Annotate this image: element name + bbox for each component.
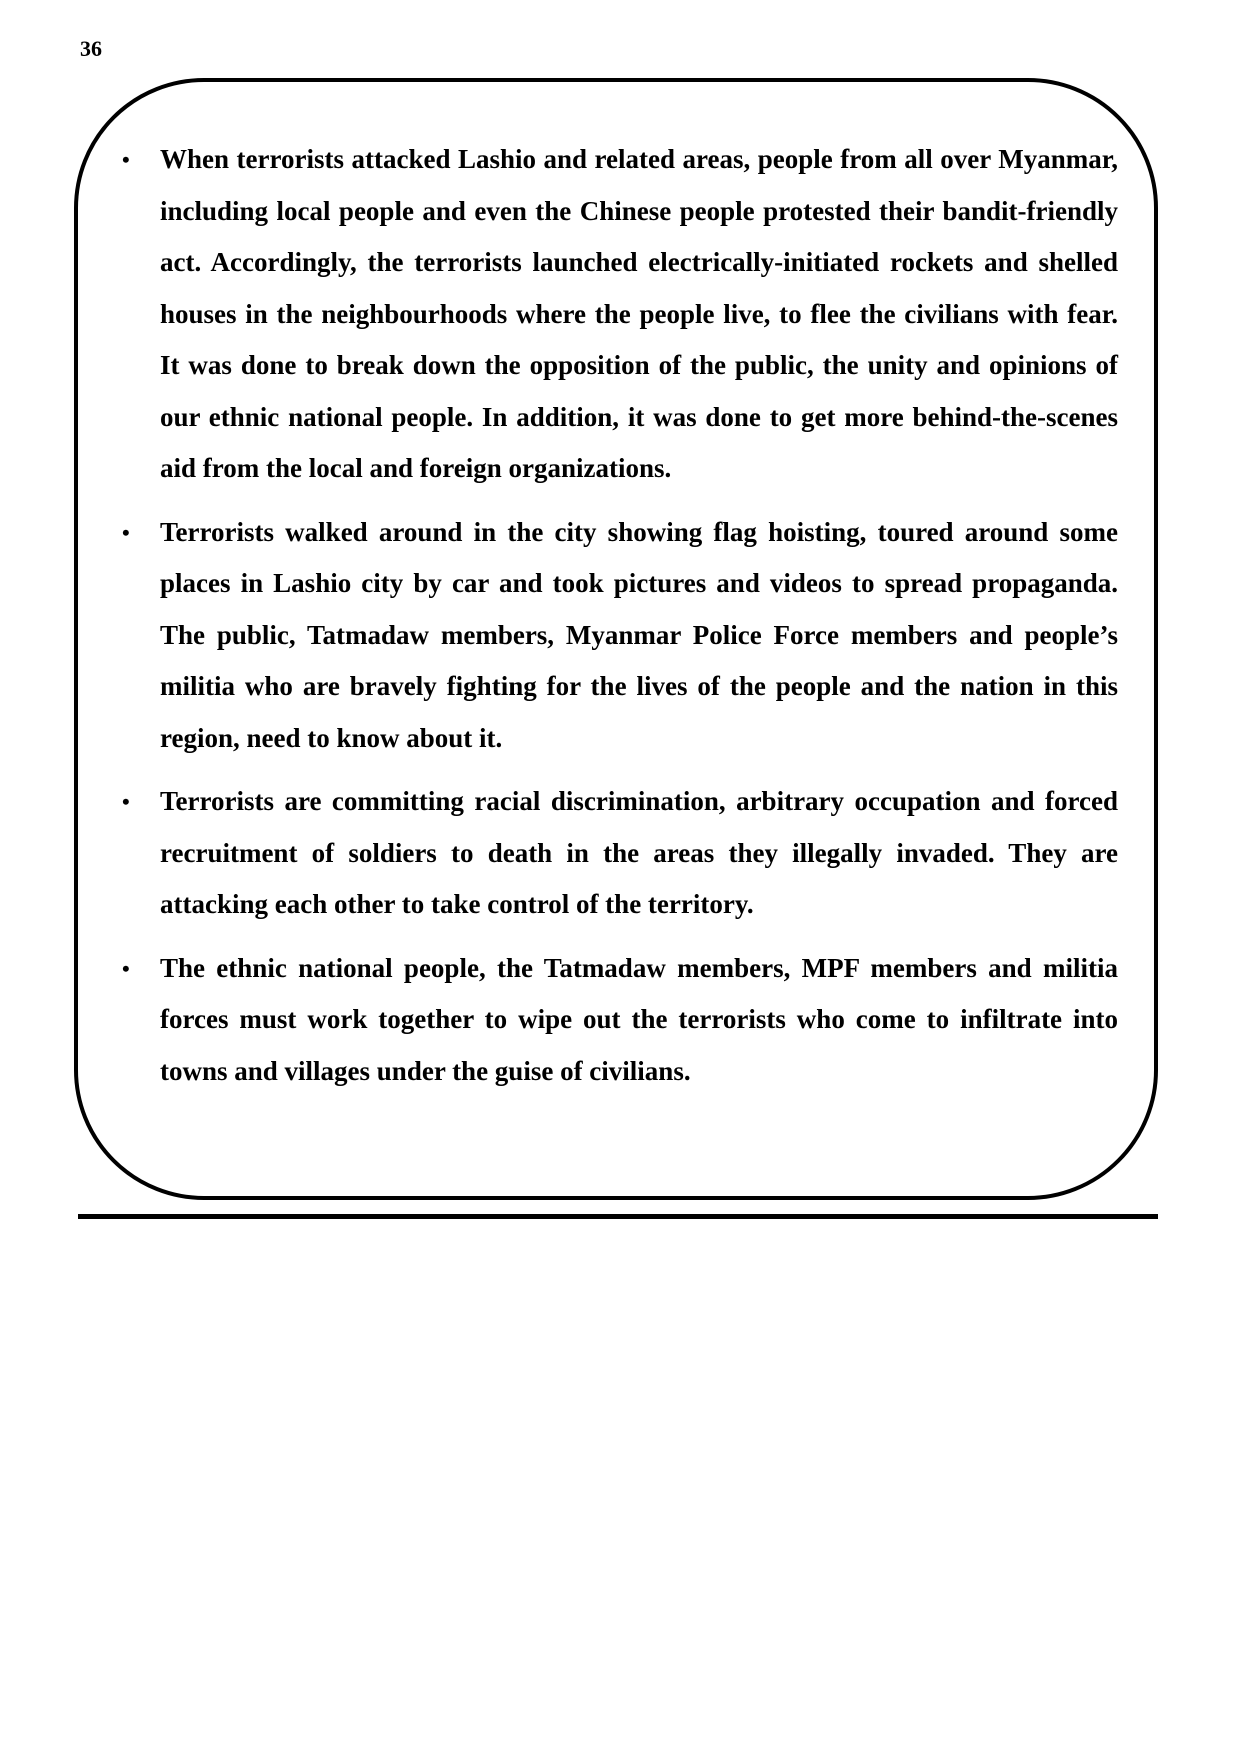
bullet-item bbox=[118, 134, 1118, 495]
bullet-icon: • bbox=[122, 147, 130, 172]
bullet-text: The ethnic national people, the Tatmadaw members, MPF members and militia forces must work together to wipe out the terrorists who come to infiltrate into towns and villages under the guise of civilians. bbox=[160, 952, 1118, 1086]
bullet-item bbox=[118, 943, 1118, 1098]
bullet-text: When terrorists attacked Lashio and related areas, people from all over Myanmar, including local people and even the Chinese people protested their bandit-friendly act. Accordingly, the terrorists launched electrically-initiated rockets and shelled houses in the neighbourhoods where the people live, to flee the civilians with fear. It was done to break down the opposition of the public, the unity and opinions of our ethnic national people. In addition, it was done to get more behind-the-scenes aid from the local and foreign organizations. bbox=[160, 144, 1118, 483]
bullet-item bbox=[118, 776, 1118, 931]
bullet-icon: • bbox=[122, 789, 130, 814]
page-number: 36 bbox=[80, 36, 102, 61]
bullet-icon: • bbox=[122, 519, 130, 545]
bullet-item bbox=[118, 507, 1118, 765]
bullet-icon: • bbox=[122, 955, 130, 981]
bullet-list bbox=[118, 134, 1118, 1109]
bullet-text: Terrorists walked around in the city showing flag hoisting, toured around some places in Lashio city by car and took pictures and videos to spread propaganda. The public, Tatmadaw members, Myanmar Police Force members and people’s militia who are bravely fighting for the lives of the people and the nation in this region, need to know about it. bbox=[160, 516, 1118, 753]
bullet-text: Terrorists are committing racial discrimination, arbitrary occupation and forced recruitment of soldiers to death in the areas they illegally invaded. They are attacking each other to take control of the territory. bbox=[160, 786, 1118, 919]
horizontal-divider bbox=[78, 1214, 1158, 1219]
